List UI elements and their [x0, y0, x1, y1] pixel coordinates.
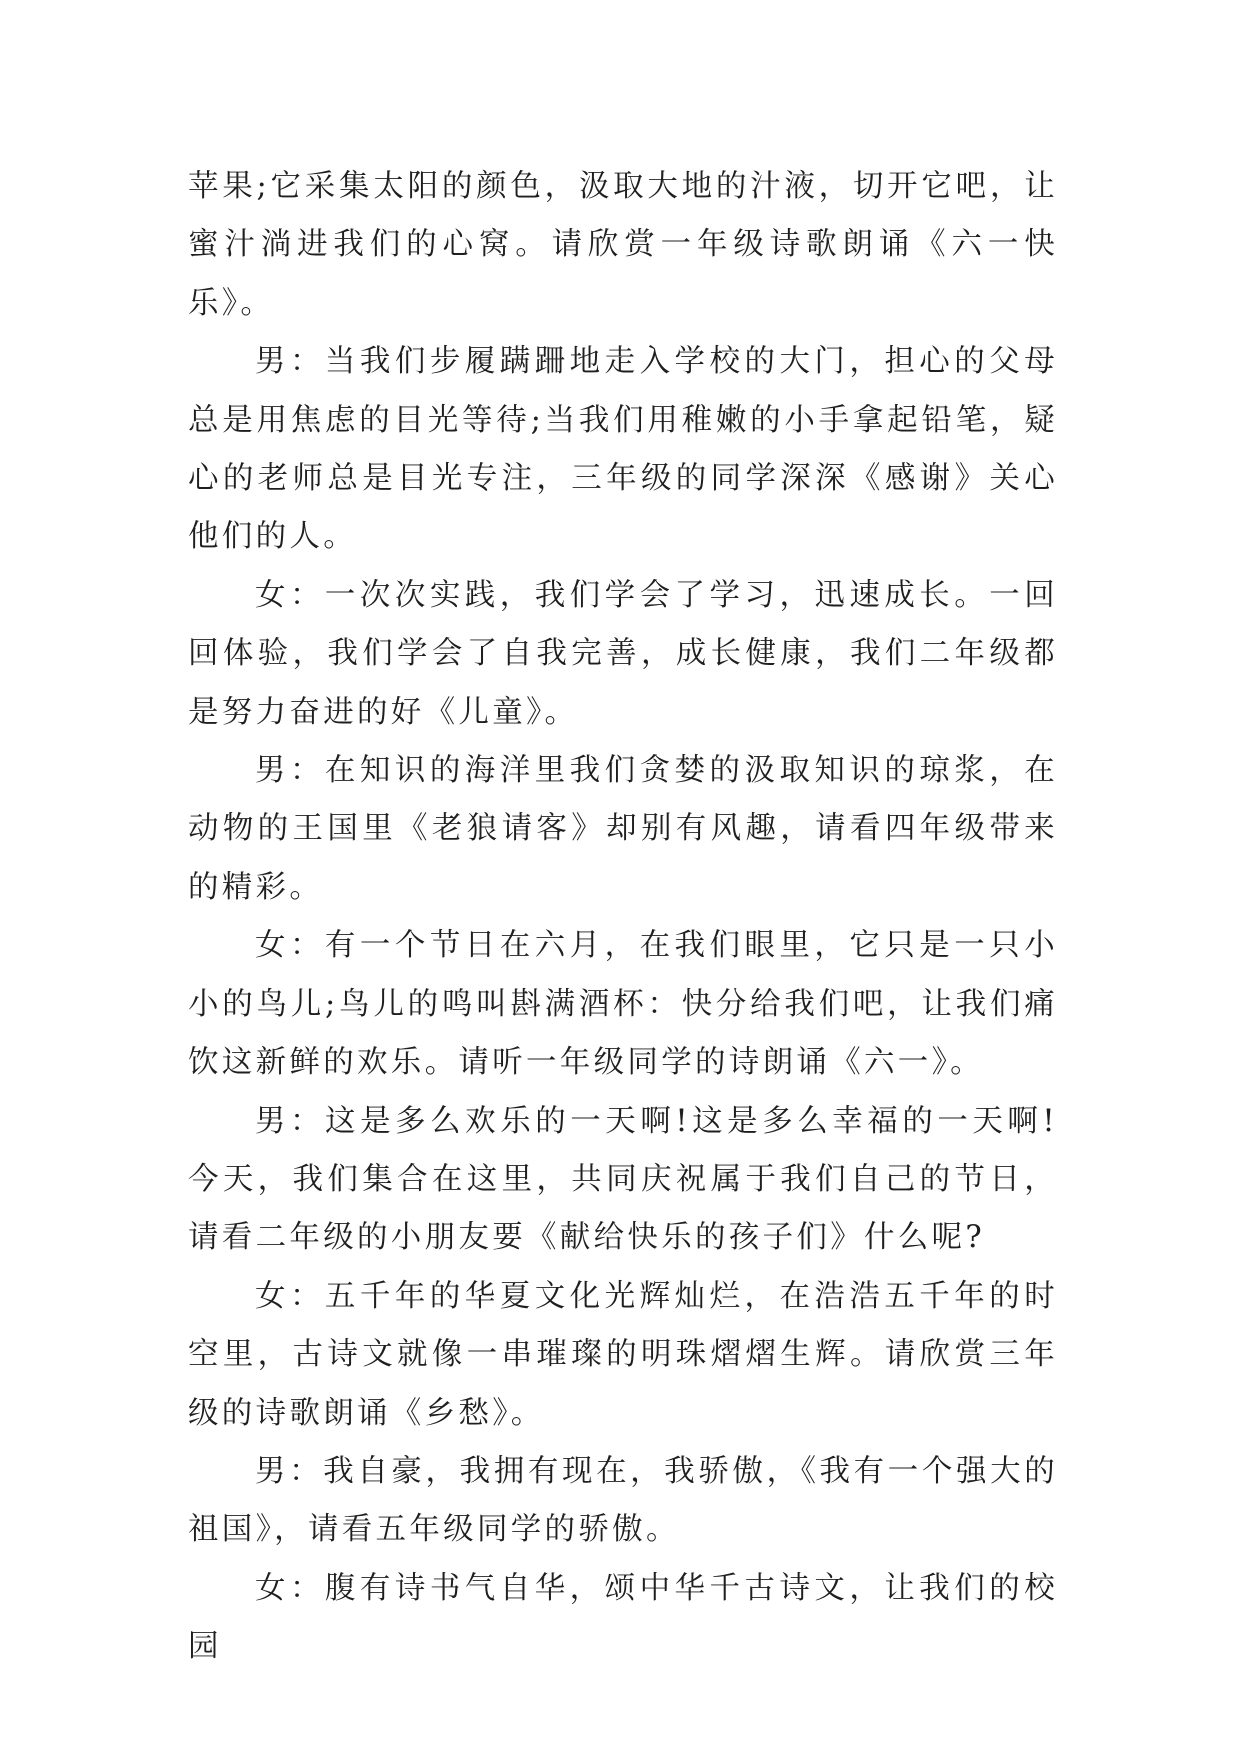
paragraph-male-thanks: 男：当我们步履蹒跚地走入学校的大门，担心的父母总是用焦虑的目光等待;当我们用稚嫩的小手拿起铅笔，疑心的老师总是目光专注，三年级的同学深深《感谢》关心他们的人。 — [188, 344, 1058, 555]
paragraph-male-wolf: 男：在知识的海洋里我们贪婪的汲取知识的琼浆，在动物的王国里《老狼请客》却别有风趣，请看四年级带来的精彩。 — [188, 753, 1058, 905]
paragraph-female-nostalgia: 女：五千年的华夏文化光辉灿烂，在浩浩五千年的时空里，古诗文就像一串璀璨的明珠熠熠生辉。请欣赏三年级的诗歌朗诵《乡愁》。 — [188, 1278, 1058, 1431]
paragraph-female-poetry: 女：腹有诗书气自华，颂中华千古诗文，让我们的校园 — [188, 1570, 1058, 1665]
paragraph-male-motherland: 男：我自豪，我拥有现在，我骄傲，《我有一个强大的祖国》，请看五年级同学的骄傲。 — [188, 1453, 1058, 1548]
paragraph-female-children: 女：一次次实践，我们学会了学习，迅速成长。一回回体验，我们学会了自我完善，成长健康，我们二年级都是努力奋进的好《儿童》。 — [188, 577, 1058, 730]
paragraph-male-happy-day: 男：这是多么欢乐的一天啊!这是多么幸福的一天啊!今天，我们集合在这里，共同庆祝属于我们自己的节日，请看二年级的小朋友要《献给快乐的孩子们》什么呢? — [188, 1103, 1058, 1256]
paragraph-female-june: 女：有一个节日在六月，在我们眼里，它只是一只小小的鸟儿;鸟儿的鸣叫斟满酒杯：快分给我们吧，让我们痛饮这新鲜的欢乐。请听一年级同学的诗朗诵《六一》。 — [188, 928, 1058, 1081]
document-body — [188, 158, 1058, 1677]
paragraph-continuation: 苹果;它采集太阳的颜色，汲取大地的汁液，切开它吧，让蜜汁淌进我们的心窝。请欣赏一年级诗歌朗诵《六一快乐》。 — [188, 169, 1058, 321]
